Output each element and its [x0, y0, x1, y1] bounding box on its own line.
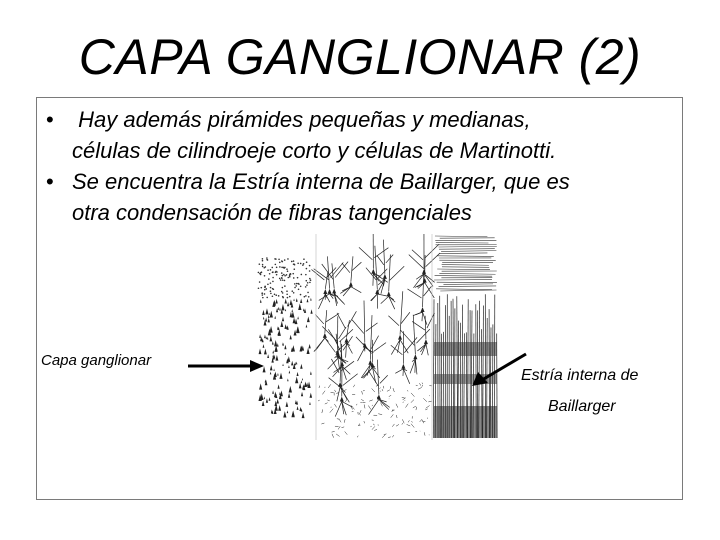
bullet-text-line: Se encuentra la Estría interna de Baillarger, que es [72, 169, 570, 194]
nissl-panel [258, 257, 313, 418]
arrow-right-icon [186, 358, 266, 374]
bullet-item [42, 166, 682, 228]
fiber-panel [433, 236, 497, 438]
bullet-item [42, 104, 682, 166]
bullet-text-line: células de cilindroeje corto y células de Martinotti. [72, 138, 557, 163]
slide-title: CAPA GANGLIONAR (2) [78, 29, 642, 85]
bullet-marker: • [46, 107, 54, 132]
label-estria-line1: Estría interna de [521, 367, 639, 384]
label-capa-ganglionar: Capa ganglionar [41, 352, 152, 369]
bullet-list [42, 104, 682, 228]
bullet-text-line: Hay además pirámides pequeñas y medianas, [72, 107, 531, 132]
label-estria-line2: Baillarger [548, 398, 616, 415]
golgi-panel [311, 234, 440, 438]
bullet-text-line: otra condensación de fibras tangenciales [72, 200, 472, 225]
cortex-histology-illustration [254, 234, 499, 440]
bullet-marker: • [46, 169, 54, 194]
